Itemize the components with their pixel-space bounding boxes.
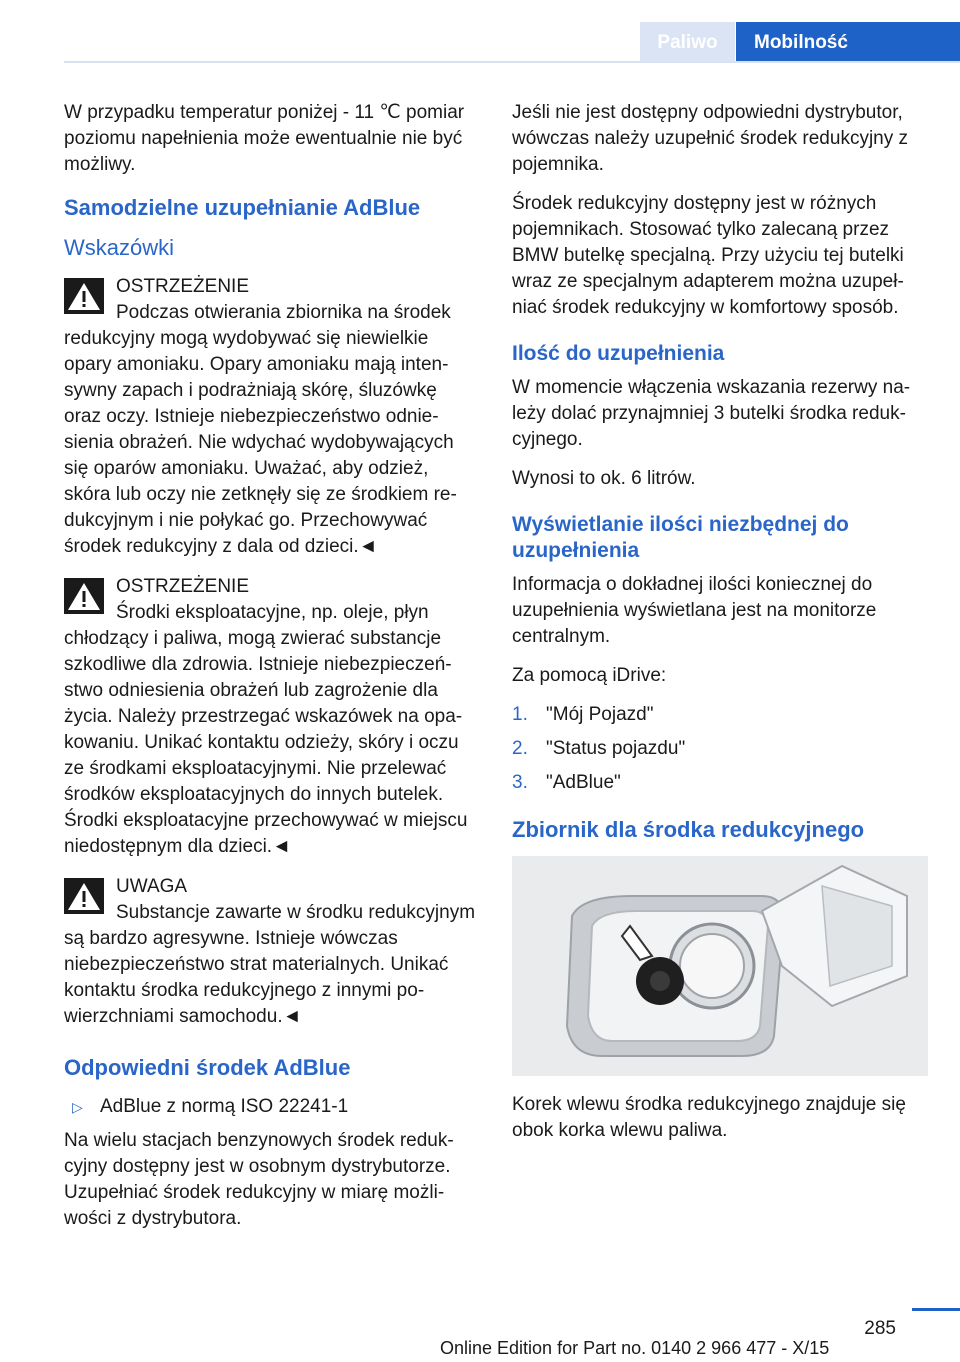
warning-title: OSTRZEŻENIE [116, 276, 250, 297]
step-text: "Mój Pojazd" [546, 704, 654, 725]
page-number: 285 [864, 1318, 896, 1339]
caution-title: UWAGA [116, 876, 188, 897]
right-column [512, 100, 928, 1157]
idrive-steps [512, 702, 928, 796]
header-divider [64, 61, 960, 63]
list-item-text: AdBlue z normą ISO 22241-1 [100, 1096, 349, 1117]
containers-paragraph: Środek redukcyjny dostępny jest w różnych pojemnikach. Stosować tylko zalecaną przez BMW butelkę specjalną. Przy użyciu tej butelki wraz ze specjalnym adapterem można uzupełniać środek redukcyjny w komfortowy sposób. [512, 193, 904, 318]
warning-text: Środki eksploatacyjne, np. oleje, płyn chłodzący i paliwa, mogą zwierać substancje szkodliwe dla zdrowia. Istnieje niebezpieczeństwo odniesienia obrażeń lub zagrożenie dla życia. Należy przestrzegać wskazówek na opakowaniu. Unikać kontaktu odzieży, skóry i oczu ze środkami eksploatacyjnymi. Nie przelewać środków eksploatacyjnych do innych butelek. Środki eksploatacyjne przechowywać w miejscu niedostępnym dla dzieci.◄ [64, 602, 468, 857]
step-text: "Status pojazdu" [546, 738, 686, 759]
section-heading-suitable-adblue: Odpowiedni środek AdBlue [64, 1055, 351, 1080]
warning-block-2 [64, 574, 476, 860]
amount-paragraph: W momencie włączenia wskazania rezerwy należy dolać przynajmniej 3 butelki środka redukcyjnego. [512, 377, 911, 450]
tab-mobility[interactable]: Mobilność [736, 22, 960, 62]
section-heading-self-refill: Samodzielne uzupełnianie AdBlue [64, 195, 421, 220]
left-column [64, 100, 476, 1245]
list-item [512, 770, 928, 796]
list-item [512, 702, 928, 728]
footer-edition: Online Edition for Part no. 0140 2 966 477 - X/15 [440, 1338, 830, 1358]
tab-fuel[interactable]: Paliwo [640, 22, 735, 62]
amount-liters: Wynosi to ok. 6 litrów. [512, 468, 696, 489]
list-item [64, 1094, 476, 1120]
step-number: 1. [512, 704, 528, 725]
caution-icon [64, 878, 104, 914]
no-dispenser-paragraph: Jeśli nie jest dostępny odpowiedni dystrybutor, wówczas należy uzupełnić środek redukcyjny z pojemnika. [512, 102, 909, 175]
tank-photo [512, 856, 928, 1076]
step-number: 2. [512, 738, 528, 759]
caution-block [64, 874, 476, 1030]
section-heading-amount: Ilość do uzupełnienia [512, 342, 725, 365]
intro-paragraph: W przypadku temperatur poniżej - 11 ℃ pomiar poziomu napełnienia może ewentualnie nie być możliwy. [64, 102, 465, 175]
tank-illustration [512, 856, 928, 1076]
tank-caption: Korek wlewu środka redukcyjnego znajduje się obok korka wlewu paliwa. [512, 1094, 906, 1141]
triangle-bullet-icon: ▷ [72, 1099, 83, 1115]
section-heading-display: Wyświetlanie ilości niezbędnej do uzupełnienia [512, 513, 849, 562]
warning-icon [64, 578, 104, 614]
section-heading-tank: Zbiornik dla środka redukcyjnego [512, 817, 865, 842]
warning-icon [64, 278, 104, 314]
warning-title: OSTRZEŻENIE [116, 576, 250, 597]
section-heading-hints: Wskazówki [64, 235, 175, 260]
page-number-bar [912, 1308, 960, 1311]
stations-paragraph: Na wielu stacjach benzynowych środek redukcyjny dostępny jest w osobnym dystrybutorze. Uzupełniać środek redukcyjny w miarę możliwości z dystrybutora. [64, 1130, 454, 1229]
list-item [512, 736, 928, 762]
warning-block-1 [64, 274, 476, 560]
caution-text: Substancje zawarte w środku redukcyjnym są bardzo agresywne. Istnieje wówczas niebezpieczeństwo strat materialnych. Unikać kontaktu środka redukcyjnego z innymi powierzchniami samochodu.◄ [64, 902, 476, 1027]
display-paragraph: Informacja o dokładnej ilości koniecznej do uzupełnienia wyświetlana jest na monitorze centralnym. [512, 574, 877, 647]
step-text: "AdBlue" [546, 772, 621, 793]
step-number: 3. [512, 772, 528, 793]
warning-text: Podczas otwierania zbiornika na środek redukcyjny mogą wydobywać się niewielkie opary amoniaku. Opary amoniaku mają intensywny zapach i podrażniają skórę, śluzówkę oraz oczy. Istnieje niebezpieczeństwo odniesienia obrażeń. Nie wdychać wydobywających się oparów amoniaku. Uważać, aby odzież, skóra lub oczy nie zetknęły się ze środkiem redukcyjnym i nie połykać go. Przechowywać środek redukcyjny z dala od dzieci.◄ [64, 302, 457, 557]
idrive-paragraph: Za pomocą iDrive: [512, 665, 667, 686]
